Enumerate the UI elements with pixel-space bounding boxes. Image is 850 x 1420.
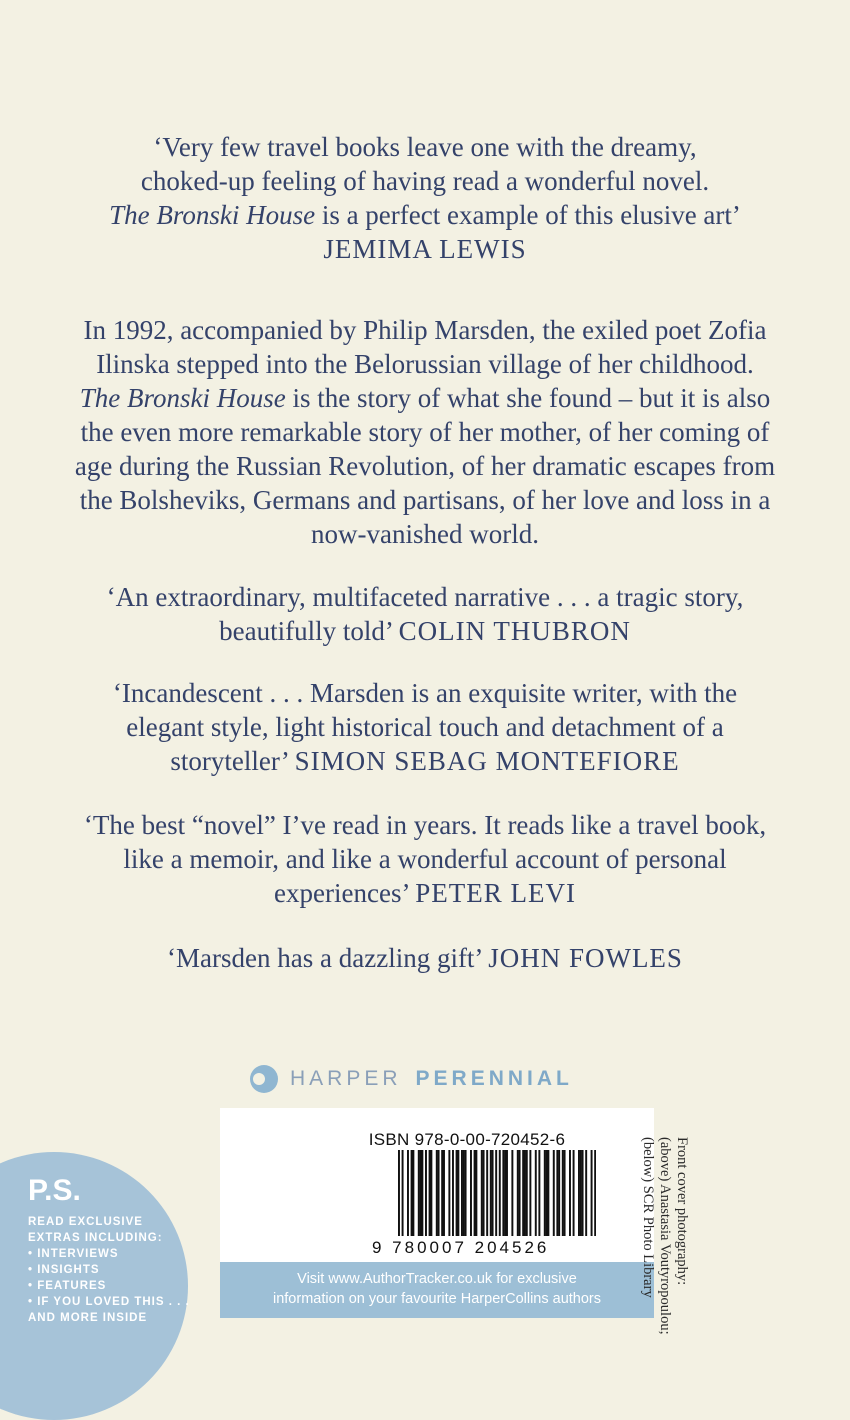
publisher-logo [250,1063,573,1095]
quote-line: storyteller’ SIMON SEBAG MONTEFIORE [170,746,680,776]
barcode-bar [558,1150,560,1236]
review-quote-john-fowles [40,941,810,975]
barcode-bar [547,1150,549,1236]
quote-line: ‘Incandescent . . . Marsden is an exquisite writer, with the [112,678,738,708]
barcode-bar [546,1150,548,1236]
barcode-bar [569,1150,571,1236]
barcode-bar [499,1150,501,1236]
barcode-bar [504,1150,506,1236]
author-tracker-notice [220,1262,654,1318]
credit-line: (above) Anastasia Voutyropoulou; [657,1137,673,1335]
barcode-bar [517,1150,519,1236]
quote-line: ‘Marsden has a dazzling gift’ JOHN FOWLES [167,943,683,973]
review-quote-colin-thubron [40,580,810,648]
description-line: In 1992, accompanied by Philip Marsden, the exiled poet Zofia [83,315,767,345]
ps-item: • INTERVIEWS [28,1248,119,1260]
barcode-bar [538,1150,540,1236]
credit-line: Front cover photography: [674,1137,690,1286]
photo-credit [639,1137,690,1335]
barcode-bar [436,1150,438,1236]
barcode-bar [448,1150,450,1236]
barcode-bar [529,1150,531,1236]
barcode-bar [483,1150,485,1236]
description-line: age during the Russian Revolution, of her dramatic escapes from [74,451,776,481]
book-description [40,313,810,551]
review-quote-jemima-lewis [40,130,810,266]
tracker-line: Visit www.AuthorTracker.co.uk for exclusive [297,1271,577,1287]
tracker-line: information on your favourite HarperCollins authors [272,1291,602,1307]
ps-title: P.S. [28,1174,81,1207]
barcode-bar [522,1150,524,1236]
barcode-bar [553,1150,555,1236]
isbn-label: ISBN 978-0-00-720452-6 [368,1130,566,1149]
quote-attribution: COLIN THUBRON [398,616,631,646]
barcode-bar [556,1150,558,1236]
review-quote-simon-sebag-montefiore [40,676,810,778]
description-line: The Bronski House is the story of what she found – but it is also [79,383,771,413]
description-line: now-vanished world. [311,519,539,549]
barcode-bar [535,1150,537,1236]
barcode-digits: 9 780007 204526 [372,1238,550,1257]
barcode-bar [562,1150,564,1236]
credit-line: (below) SCR Photo Library [640,1137,656,1298]
book-title: The Bronski House [79,383,286,413]
description-line: the Bolsheviks, Germans and partisans, of her love and loss in a [79,485,771,515]
barcode-bar [524,1150,526,1236]
ps-item: READ EXCLUSIVE [28,1216,143,1228]
quote-line: experiences’ PETER LEVI [274,878,576,908]
barcode-panel [220,1108,654,1318]
quote-line: beautifully told’ COLIN THUBRON [219,616,631,646]
barcode-bar [402,1150,404,1236]
description-line: the even more remarkable story of her mother, of her coming of [80,417,770,447]
barcode-bar [585,1150,587,1236]
barcode-image [398,1150,596,1236]
quote-line: choked-up feeling of having read a wonderful novel. [140,166,710,196]
barcode-bar [506,1150,508,1236]
barcode-bar [425,1150,427,1236]
ps-item: • INSIGHTS [28,1264,100,1276]
barcode-bar [492,1150,494,1236]
barcode-bar [594,1150,596,1236]
description-line: Ilinska stepped into the Belorussian village of her childhood. [96,349,754,379]
publisher-name-perennial: PERENNIAL [415,1067,573,1090]
quote-line: ‘Very few travel books leave one with the dreamy, [153,132,697,162]
barcode-bar [481,1150,483,1236]
quote-line: ‘An extraordinary, multifaceted narrative . . . a tragic story, [106,582,744,612]
ps-item: • FEATURES [28,1280,107,1292]
barcode-bar [407,1150,409,1236]
barcode-bar [495,1150,497,1236]
barcode-bar [438,1150,440,1236]
review-quote-peter-levi [40,808,810,910]
barcode-bar [502,1150,504,1236]
barcode-bar [411,1150,413,1236]
barcode-bar [430,1150,432,1236]
barcode-bar [591,1150,593,1236]
barcode-bar [564,1150,566,1236]
quote-attribution: SIMON SEBAG MONTEFIORE [294,746,680,776]
barcode-bar [578,1150,580,1236]
barcode-bar [421,1150,423,1236]
barcode-bar [573,1150,575,1236]
barcode-bar [582,1150,584,1236]
barcode-bar [457,1150,459,1236]
barcode-bar [456,1150,458,1236]
book-title: The Bronski House [109,200,316,230]
barcode-bar [474,1150,476,1236]
barcode-bar [452,1150,454,1236]
barcode-bar [443,1150,445,1236]
barcode-bar [461,1150,463,1236]
barcode-bar [544,1150,546,1236]
ps-item: • IF YOU LOVED THIS . . . [28,1296,190,1308]
barcode-bar [486,1150,488,1236]
quote-line: The Bronski House is a perfect example of this elusive art’ [109,200,741,230]
barcode-bar [465,1150,467,1236]
quote-line: ‘The best “novel” I’ve read in years. It reads like a travel book, [83,810,767,840]
barcode-bar [511,1150,513,1236]
barcode-bar [412,1150,414,1236]
quote-attribution: JEMIMA LEWIS [323,234,527,264]
barcode-bar [490,1150,492,1236]
barcode-bar [470,1150,472,1236]
barcode-bar [580,1150,582,1236]
barcode-bar [519,1150,521,1236]
barcode-bar [441,1150,443,1236]
quote-attribution: JOHN FOWLES [488,943,683,973]
barcode-bar [418,1150,420,1236]
ps-item: EXTRAS INCLUDING: [28,1232,163,1244]
ps-extras-list [28,1214,190,1326]
quote-line: elegant style, light historical touch and detachment of a [126,712,724,742]
barcode-bar [526,1150,528,1236]
publisher-name-harper: HARPER [290,1067,402,1090]
barcode-bar [398,1150,400,1236]
barcode-bar [475,1150,477,1236]
publisher-circle-icon [250,1065,278,1093]
barcode-bar [429,1150,431,1236]
ps-item: AND MORE INSIDE [28,1312,148,1324]
quote-line: like a memoir, and like a wonderful account of personal [123,844,727,874]
barcode-bar [420,1150,422,1236]
barcode-bar [463,1150,465,1236]
quote-attribution: PETER LEVI [415,878,576,908]
